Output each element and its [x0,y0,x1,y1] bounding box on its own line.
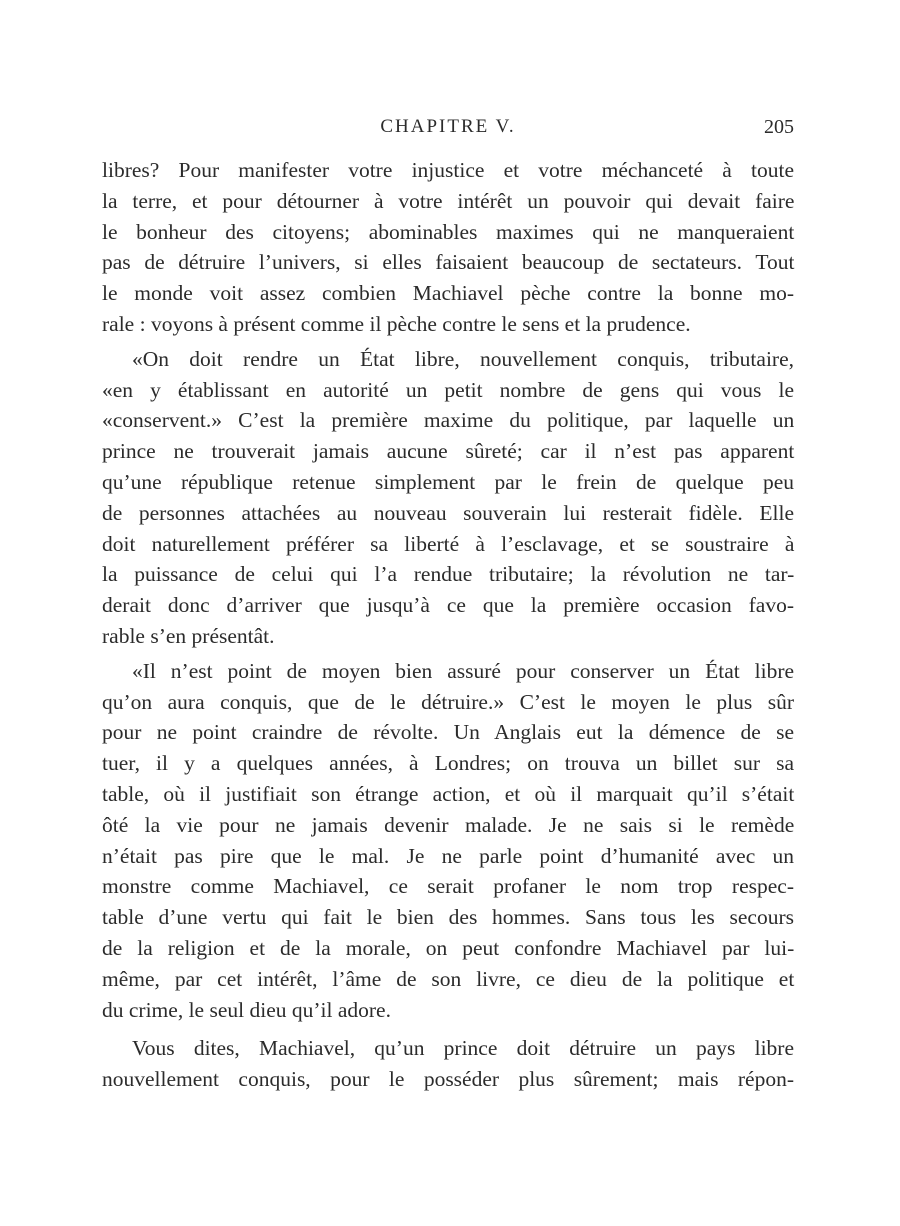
text-line: de la religion et de la morale, on peut confondre Machiavel par lui- [102,935,795,960]
text-line: n’était pas pire que le mal. Je ne parle point d’humanité avec un [102,843,794,868]
text-line: nouvellement conquis, pour le posséder plus sûrement; mais répon- [102,1067,794,1092]
text-line: rale : voyons à présent comme il pèche contre le sens et la prudence. [102,311,691,336]
text-line: «en y établissant en autorité un petit nombre de gens qui vous le [102,377,794,402]
text-line: tuer, il y a quelques années, à Londres; on trouva un billet sur sa [102,751,794,776]
text-line: la puissance de celui qui l’a rendue tributaire; la révolution ne tar- [102,562,795,587]
text-line: qu’on aura conquis, que de le détruire.» C’est le moyen le plus sûr [102,689,794,714]
text-line: le monde voit assez combien Machiavel pèche contre la bonne mo- [102,281,794,306]
text-line: même, par cet intérêt, l’âme de son livre, ce dieu de la politique et [102,966,795,991]
chapter-title: CHAPITRE V. [380,116,516,137]
text-line: pour ne point craindre de révolte. Un Anglais eut la démence de se [102,720,794,745]
text-line: prince ne trouverait jamais aucune sûreté; car il n’est pas apparent [102,439,795,464]
text-line: rable s’en présentât. [102,623,275,648]
paragraph-1 [102,155,794,340]
text-line: ôté la vie pour ne jamais devenir malade. Je ne sais si le remède [102,812,795,837]
paragraph-3 [102,656,794,1026]
text-line: du crime, le seul dieu qu’il adore. [102,997,391,1022]
text-line: doit naturellement préférer sa liberté à l’esclavage, et se soustraire à [102,531,795,556]
body-text [102,155,794,1095]
text-line: pas de détruire l’univers, si elles faisaient beaucoup de sectateurs. Tout [102,250,795,275]
text-line: «Il n’est point de moyen bien assuré pour conserver un État libre [132,658,795,683]
paragraph-2 [102,344,794,652]
text-line: le bonheur des citoyens; abominables maximes qui ne manqueraient [102,219,795,244]
text-line: derait donc d’arriver que jusqu’à ce que la première occasion favo- [102,593,794,618]
running-head [102,116,794,144]
text-line: «conservent.» C’est la première maxime du politique, par laquelle un [102,408,795,433]
text-line: libres? Pour manifester votre injustice et votre méchanceté à toute [102,158,794,182]
text-line: Vous dites, Machiavel, qu’un prince doit détruire un pays libre [132,1036,794,1061]
text-line: monstre comme Machiavel, ce serait profaner le nom trop respec- [102,874,794,899]
text-line: qu’une république retenue simplement par le frein de quelque peu [102,469,794,494]
paragraph-4 [102,1033,794,1095]
text-line: la terre, et pour détourner à votre intérêt un pouvoir qui devait faire [102,188,795,213]
page-number: 205 [764,116,794,138]
text-line: table, où il justifiait son étrange action, et où il marquait qu’il s’était [102,781,795,806]
text-line: table d’une vertu qui fait le bien des hommes. Sans tous les secours [102,905,794,930]
text-line: de personnes attachées au nouveau souverain lui resterait fidèle. Elle [102,500,795,525]
text-line: «On doit rendre un État libre, nouvellement conquis, tributaire, [132,346,794,371]
